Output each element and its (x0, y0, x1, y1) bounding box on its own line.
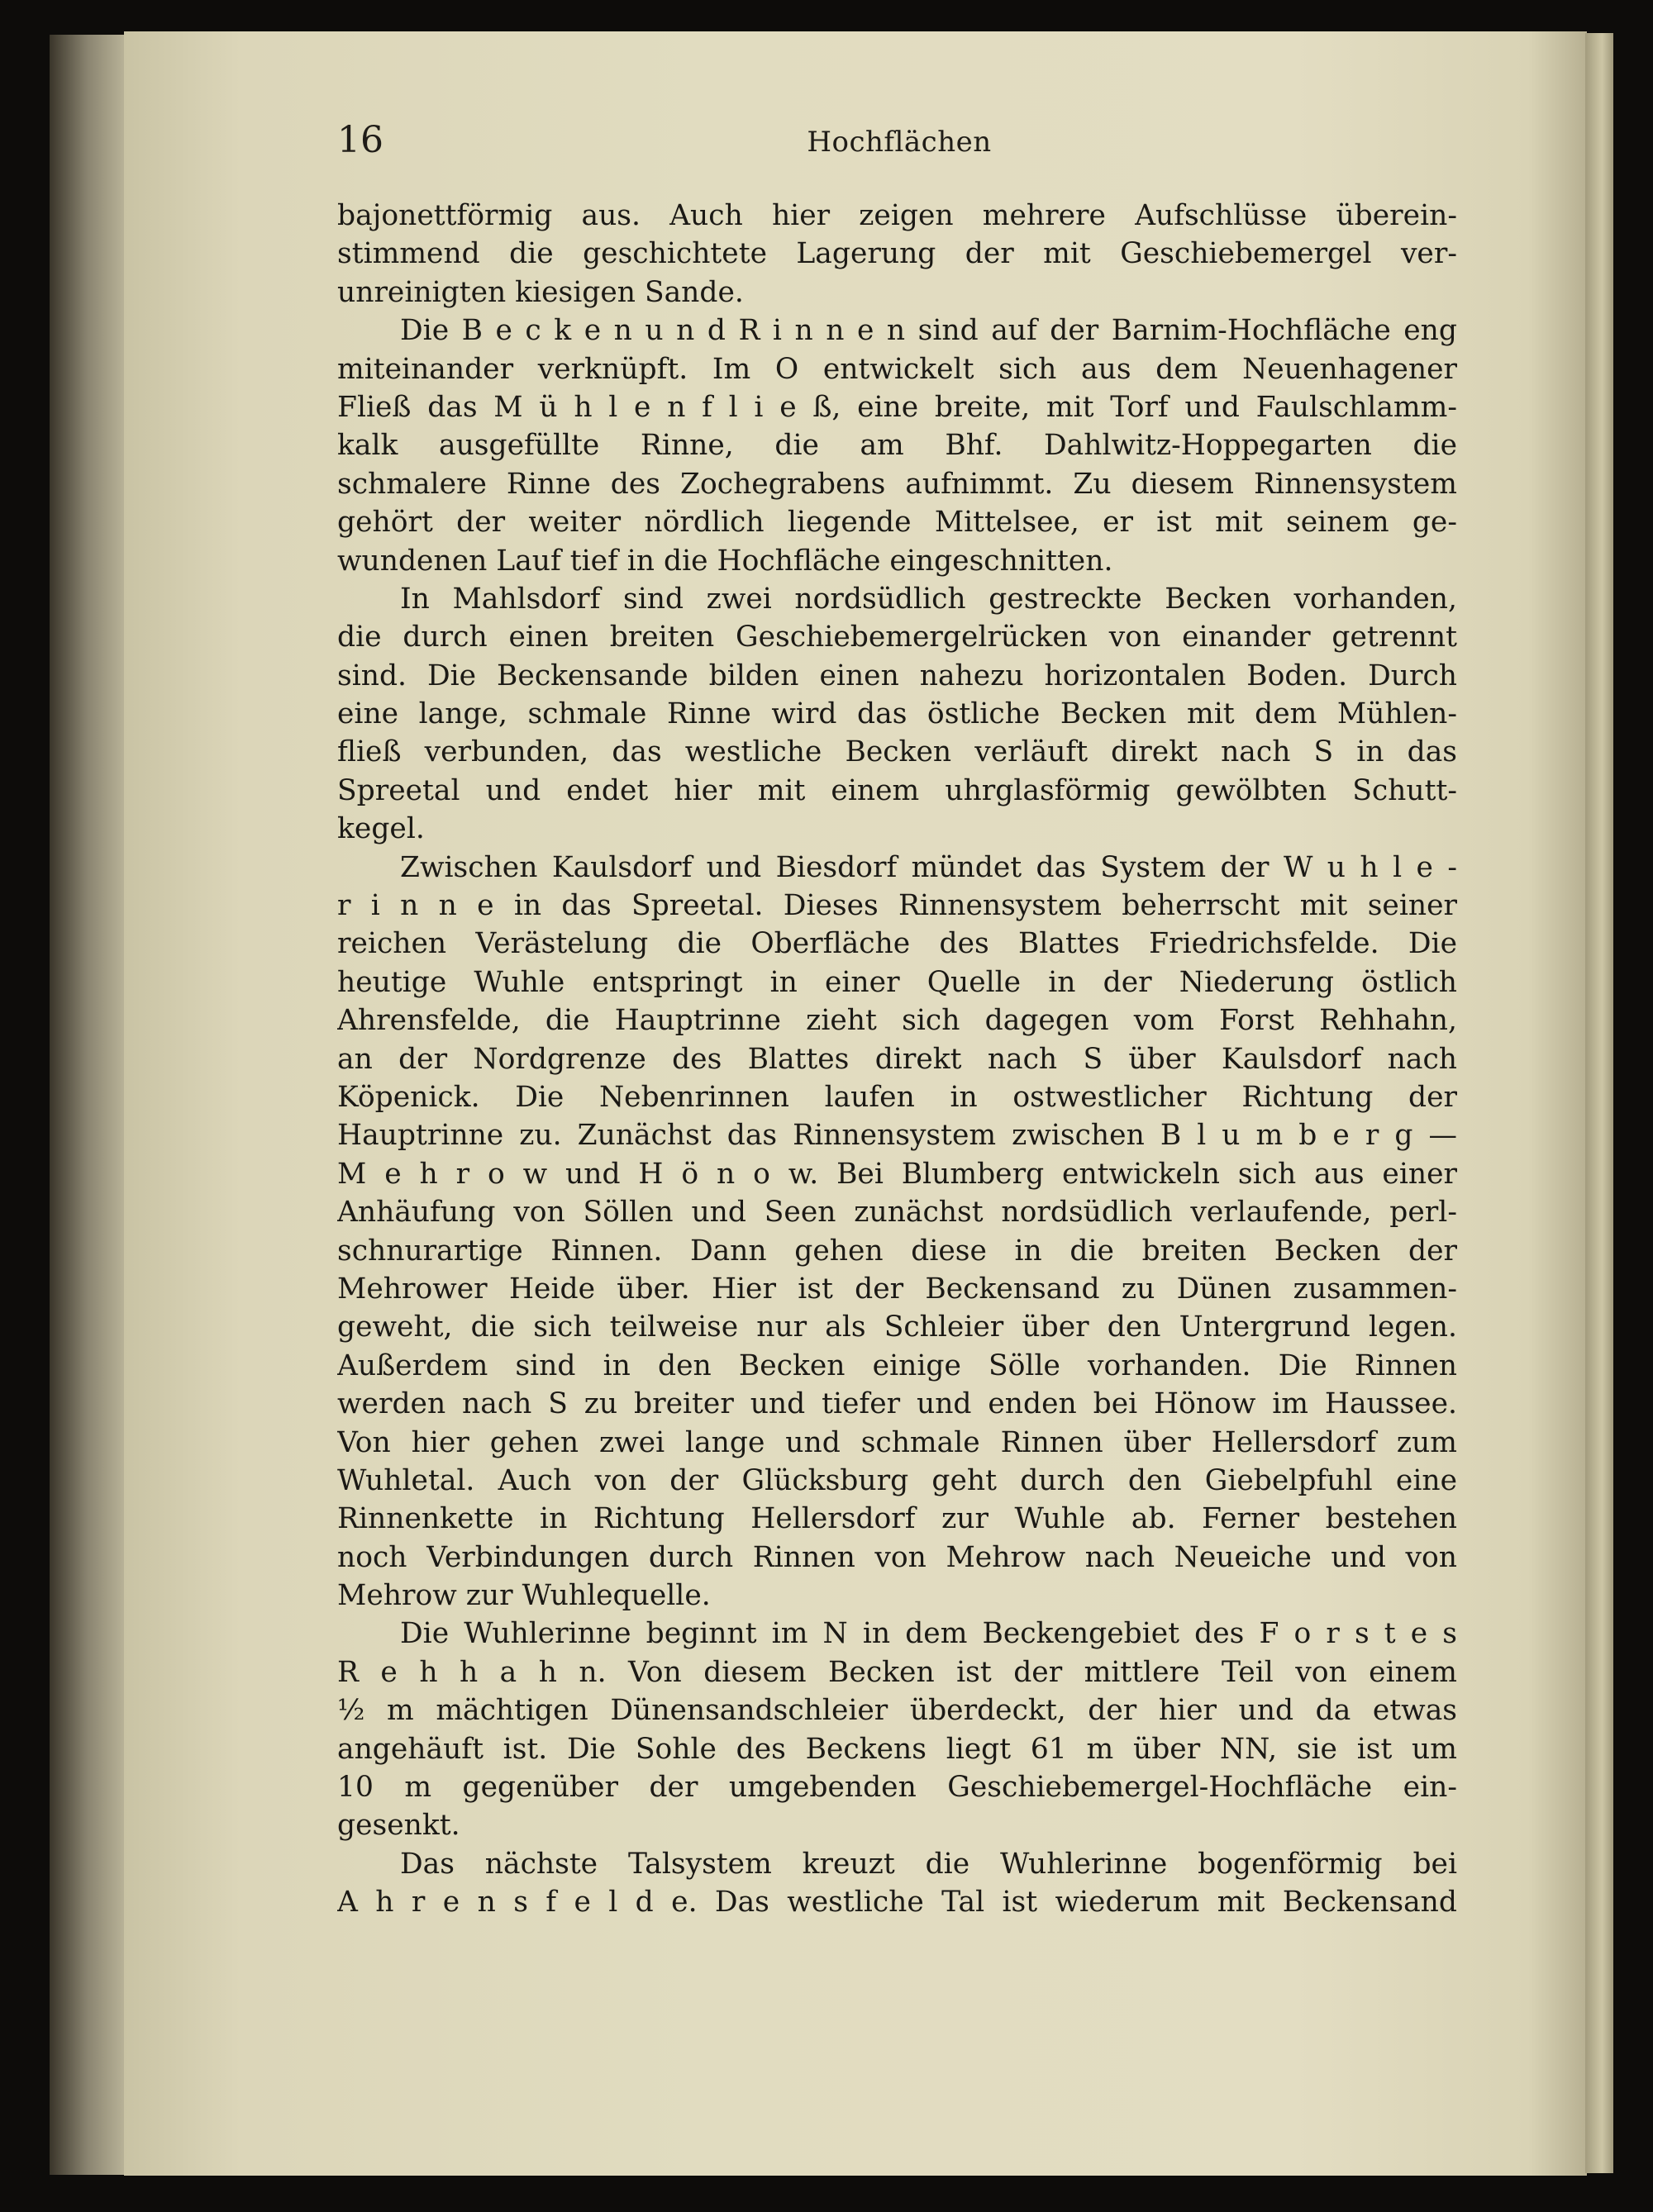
text-line: fließ verbunden, das westliche Becken verläuft direkt nach S in das (337, 735, 1457, 769)
text-line: gesenkt. (337, 1809, 460, 1843)
text-line: sind. Die Beckensande bilden einen nahezu horizontalen Boden. Durch (337, 659, 1457, 692)
text-line: Hauptrinne zu. Zunächst das Rinnensystem zwischen B l u m b e r g — (337, 1119, 1457, 1153)
text-line: bajonettförmig aus. Auch hier zeigen mehrere Aufschlüsse überein- (337, 199, 1457, 232)
text-line: Köpenick. Die Nebenrinnen laufen in ostwestlicher Richtung der (337, 1080, 1457, 1114)
page-header (337, 117, 1461, 167)
text-line: angehäuft ist. Die Sohle des Beckens liegt 61 m über NN, sie ist um (337, 1732, 1457, 1766)
text-line: Mehrower Heide über. Hier ist der Beckensand zu Dünen zusammen- (337, 1272, 1457, 1306)
text-line: Ahrensfelde, die Hauptrinne zieht sich dagegen vom Forst Rehhahn, (337, 1004, 1457, 1038)
text-line: reichen Verästelung die Oberfläche des Blattes Friedrichsfelde. Die (337, 927, 1457, 961)
text-line: 10 m gegenüber der umgebenden Geschiebemergel-Hochfläche ein- (337, 1771, 1457, 1805)
text-line: Fließ das M ü h l e n f l i e ß, eine breite, mit Torf und Faulschlamm- (337, 390, 1457, 424)
text-line: wundenen Lauf tief in die Hochfläche eingeschnitten. (337, 544, 1113, 578)
text-line: Von hier gehen zwei lange und schmale Rinnen über Hellersdorf zum (337, 1425, 1457, 1459)
text-line: Rinnenkette in Richtung Hellersdorf zur Wuhle ab. Ferner bestehen (337, 1502, 1457, 1536)
text-line: Außerdem sind in den Becken einige Sölle vorhanden. Die Rinnen (337, 1349, 1457, 1382)
text-line: kegel. (337, 812, 425, 846)
text-line: heutige Wuhle entspringt in einer Quelle in der Niederung östlich (337, 965, 1457, 999)
text-line: noch Verbindungen durch Rinnen von Mehrow nach Neueiche und von (337, 1540, 1457, 1574)
text-line: Das nächste Talsystem kreuzt die Wuhlerinne bogenförmig bei (400, 1847, 1457, 1881)
text-line: schmalere Rinne des Zochegrabens aufnimmt. Zu diesem Rinnensystem (337, 467, 1457, 501)
text-line: werden nach S zu breiter und tiefer und enden bei Hönow im Haussee. (337, 1387, 1457, 1421)
text-line: Die Wuhlerinne beginnt im N in dem Beckengebiet des F o r s t e s (400, 1617, 1457, 1651)
text-line: kalk ausgefüllte Rinne, die am Bhf. Dahlwitz-Hoppegarten die (337, 429, 1457, 463)
page-edge-right (1585, 33, 1613, 2173)
text-line: an der Nordgrenze des Blattes direkt nach S über Kaulsdorf nach (337, 1042, 1457, 1076)
text-line: eine lange, schmale Rinne wird das östliche Becken mit dem Mühlen- (337, 697, 1457, 731)
text-line: die durch einen breiten Geschiebemergelrücken von einander getrennt (337, 621, 1457, 654)
text-line: stimmend die geschichtete Lagerung der mit Geschiebemergel ver- (337, 237, 1457, 271)
text-line: Die B e c k e n u n d R i n n e n sind auf der Barnim-Hochfläche eng (400, 314, 1457, 348)
text-line: In Mahlsdorf sind zwei nordsüdlich gestreckte Becken vorhanden, (400, 582, 1457, 616)
text-line: Spreetal und endet hier mit einem uhrglasförmig gewölbten Schutt- (337, 773, 1457, 807)
text-line: Mehrow zur Wuhlequelle. (337, 1579, 711, 1613)
text-line: miteinander verknüpft. Im O entwickelt sich aus dem Neuenhagener (337, 352, 1457, 386)
text-line: ½ m mächtigen Dünensandschleier überdeckt, der hier und da etwas (337, 1694, 1457, 1728)
text-line: M e h r o w und H ö n o w. Bei Blumberg entwickeln sich aus einer (337, 1157, 1457, 1191)
text-line: unreinigten kiesigen Sande. (337, 275, 744, 309)
text-line: r i n n e in das Spreetal. Dieses Rinnensystem beherrscht mit seiner (337, 889, 1457, 923)
text-line: Zwischen Kaulsdorf und Biesdorf mündet das System der W u h l e - (400, 850, 1457, 884)
text-line: R e h h a h n. Von diesem Becken ist der mittlere Teil von einem (337, 1655, 1457, 1689)
body-text (337, 197, 1457, 1922)
page-number: 16 (337, 119, 383, 161)
text-line: A h r e n s f e l d e. Das westliche Tal ist wiederum mit Beckensand (337, 1886, 1457, 1919)
text-line: geweht, die sich teilweise nur als Schleier über den Untergrund legen. (337, 1311, 1457, 1344)
text-line: schnurartige Rinnen. Dann gehen diese in die breiten Becken der (337, 1234, 1457, 1268)
text-line: gehört der weiter nördlich liegende Mittelsee, er ist mit seinem ge- (337, 506, 1457, 540)
running-head: Hochflächen (807, 126, 992, 159)
text-line: Anhäufung von Söllen und Seen zunächst nordsüdlich verlaufende, perl- (337, 1196, 1457, 1230)
text-line: Wuhletal. Auch von der Glücksburg geht durch den Giebelpfuhl eine (337, 1463, 1457, 1497)
